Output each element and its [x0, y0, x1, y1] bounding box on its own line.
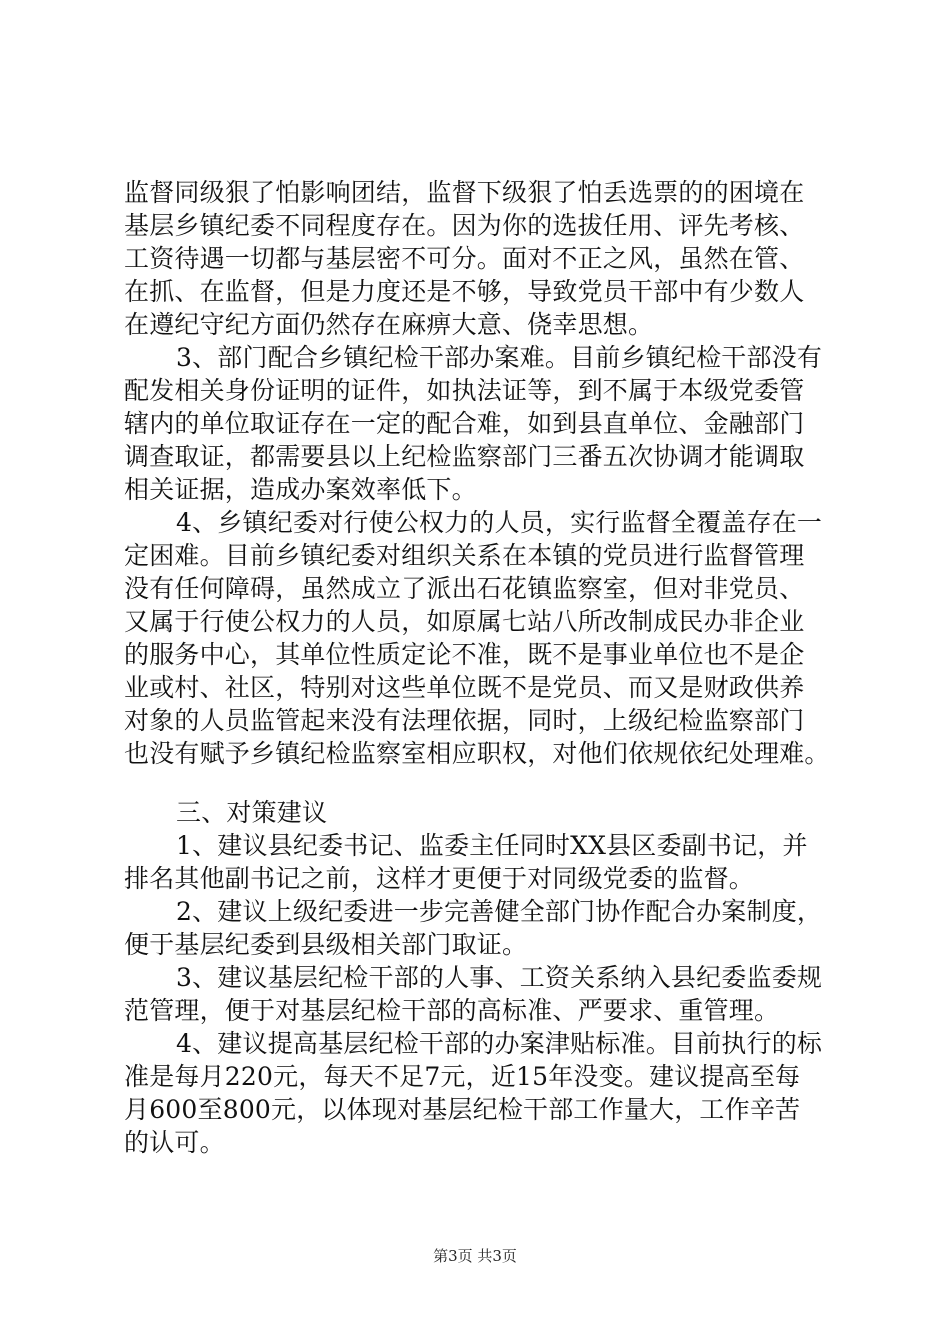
body-line: 月600至800元，以体现对基层纪检干部工作量大，工作辛苦: [124, 1095, 801, 1124]
body-line: 基层乡镇纪委不同程度存在。因为你的选拔任用、评先考核、: [124, 211, 805, 240]
body-line: 配发相关身份证明的证件，如执法证等，到不属于本级党委管: [124, 376, 805, 405]
body-line: 在抓、在监督，但是力度还是不够，导致党员干部中有少数人: [124, 277, 805, 306]
paragraph-start-line: 2、建议上级纪委进一步完善健全部门协作配合办案制度，: [176, 897, 823, 926]
body-line: 定困难。目前乡镇纪委对组织关系在本镇的党员进行监督管理: [124, 541, 805, 570]
page-number-footer: 第3页 共3页: [433, 1247, 517, 1265]
body-line: 准是每月220元，每天不足7元，近15年没变。建议提高至每: [124, 1062, 801, 1091]
body-line: 又属于行使公权力的人员，如原属七站八所改制成民办非企业: [124, 607, 805, 636]
paragraph-start-line: 4、乡镇纪委对行使公权力的人员，实行监督全覆盖存在一: [176, 508, 823, 537]
paragraph-start-line: 1、建议县纪委书记、监委主任同时XX县区委副书记，并: [176, 831, 808, 860]
body-line: 工资待遇一切都与基层密不可分。面对不正之风，虽然在管、: [124, 244, 805, 273]
paragraph-start-line: 4、建议提高基层纪检干部的办案津贴标准。目前执行的标: [176, 1029, 823, 1058]
section-heading: 三、对策建议: [176, 798, 328, 827]
body-line: 辖内的单位取证存在一定的配合难，如到县直单位、金融部门: [124, 409, 805, 438]
body-line: 便于基层纪委到县级相关部门取证。: [124, 930, 528, 959]
body-line: 范管理，便于对基层纪检干部的高标准、严要求、重管理。: [124, 996, 780, 1025]
body-line: 在遵纪守纪方面仍然存在麻痹大意、侥幸思想。: [124, 310, 654, 339]
body-line: 没有任何障碍，虽然成立了派出石花镇监察室，但对非党员、: [124, 574, 805, 603]
body-line: 也没有赋予乡镇纪检监察室相应职权，对他们依规依纪处理难。: [124, 739, 830, 768]
body-line: 调查取证，都需要县以上纪检监察部门三番五次协调才能调取: [124, 442, 805, 471]
body-line: 业或村、社区，特别对这些单位既不是党员、而又是财政供养: [124, 673, 805, 702]
body-line: 的认可。: [124, 1128, 225, 1157]
body-line: 对象的人员监管起来没有法理依据，同时，上级纪检监察部门: [124, 706, 805, 735]
paragraph-start-line: 3、建议基层纪检干部的人事、工资关系纳入县纪委监委规: [176, 963, 823, 992]
body-line: 相关证据，造成办案效率低下。: [124, 475, 477, 504]
paragraph-start-line: 3、部门配合乡镇纪检干部办案难。目前乡镇纪检干部没有: [176, 343, 823, 372]
body-line: 的服务中心，其单位性质定论不准，既不是事业单位也不是企: [124, 640, 805, 669]
body-line: 排名其他副书记之前，这样才更便于对同级党委的监督。: [124, 864, 755, 893]
body-line: 监督同级狠了怕影响团结，监督下级狠了怕丢选票的的困境在: [124, 178, 805, 207]
